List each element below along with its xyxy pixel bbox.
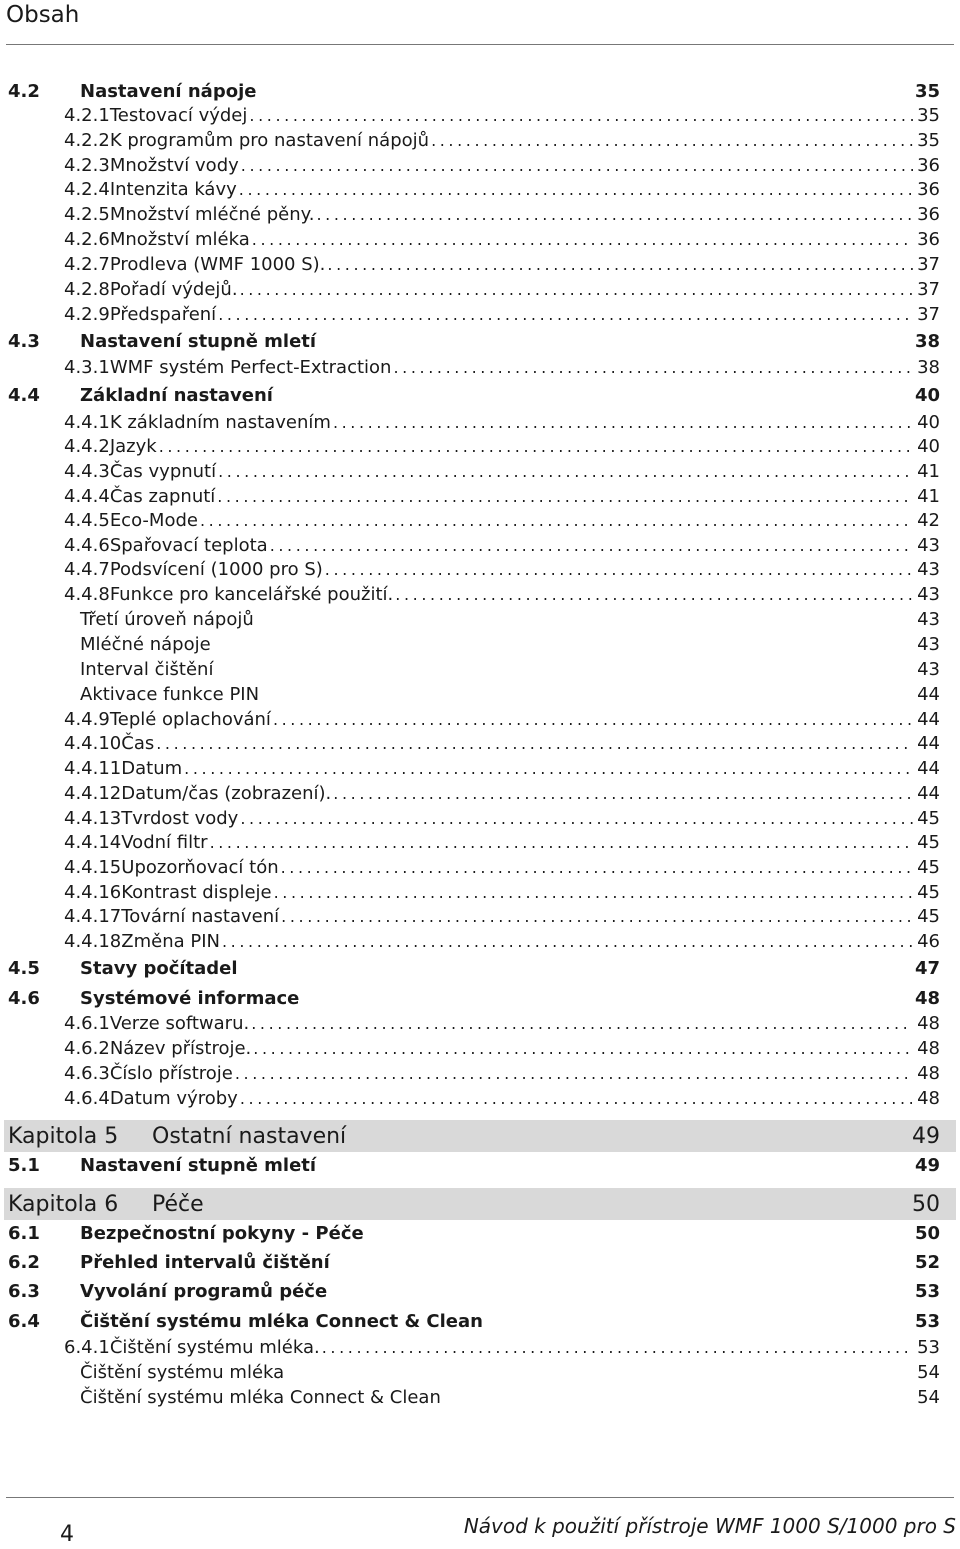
dot-leader — [327, 253, 913, 277]
toc-label: Nastavení nápoje — [80, 81, 257, 102]
toc-label: WMF systém Perfect-Extraction — [109, 357, 392, 378]
toc-page: 45 — [917, 857, 940, 878]
toc-page: 37 — [917, 279, 940, 300]
toc-label: Spařovací teplota — [109, 535, 268, 556]
toc-page: 36 — [917, 155, 940, 176]
toc-entry[interactable] — [0, 1062, 960, 1086]
toc-entry[interactable] — [0, 732, 960, 756]
toc-label: Datum výroby — [109, 1088, 238, 1109]
toc-page: 44 — [917, 758, 940, 779]
toc-entry[interactable] — [0, 228, 960, 252]
dot-leader — [159, 435, 913, 459]
toc-number: 5.1 — [8, 1155, 40, 1176]
toc-label: Tvrdost vody — [121, 808, 239, 829]
toc-entry[interactable] — [0, 129, 960, 153]
dot-leader — [274, 881, 913, 905]
toc-number: 4.2.7 — [64, 254, 110, 275]
chapter-heading[interactable] — [4, 1120, 956, 1152]
toc-number: 4.4.16 — [64, 882, 122, 903]
toc-label: Vyvolání programů péče — [80, 1281, 328, 1302]
page-number: 4 — [60, 1522, 74, 1547]
toc-label: Množství vody — [109, 155, 239, 176]
dot-leader — [235, 1062, 913, 1086]
toc-label: Interval čištění — [80, 659, 214, 680]
toc-subentry[interactable] — [0, 683, 960, 707]
toc-number: 4.2.6 — [64, 229, 110, 250]
toc-label: Čištění systému mléka Connect & Clean — [80, 1387, 441, 1408]
dot-leader — [281, 856, 913, 880]
toc-number: 4.4.5 — [64, 510, 110, 531]
toc-entry[interactable] — [0, 881, 960, 905]
toc-page: 48 — [917, 1038, 940, 1059]
toc-label: Tovární nastavení — [121, 906, 280, 927]
toc-page: 54 — [917, 1387, 940, 1408]
toc-number: 4.2.8 — [64, 279, 110, 300]
chapter-heading[interactable] — [4, 1188, 956, 1220]
toc-number: 4.4.14 — [64, 832, 122, 853]
toc-label: Číslo přístroje — [109, 1063, 233, 1084]
toc-section[interactable] — [0, 1280, 960, 1304]
toc-entry[interactable] — [0, 1336, 960, 1360]
toc-number: 4.4.9 — [64, 709, 110, 730]
toc-page: 35 — [917, 105, 940, 126]
toc-entry[interactable] — [0, 203, 960, 227]
toc-label: Změna PIN — [121, 931, 220, 952]
toc-label: Bezpečnostní pokyny - Péče — [80, 1223, 364, 1244]
chapter-title: Ostatní nastavení — [152, 1123, 347, 1149]
toc-number: 4.2.1 — [64, 105, 110, 126]
toc-number: 6.1 — [8, 1223, 40, 1244]
toc-label: Stavy počítadel — [80, 958, 238, 979]
toc-page: 37 — [917, 254, 940, 275]
toc-page: 40 — [914, 385, 940, 406]
dot-leader — [210, 831, 914, 855]
page-header — [6, 0, 954, 44]
toc-number: 4.4.13 — [64, 808, 122, 829]
toc-number: 4.2 — [8, 81, 40, 102]
toc-page: 43 — [917, 659, 940, 680]
toc-label: Jazyk — [109, 436, 157, 457]
toc-section[interactable] — [0, 330, 960, 354]
toc-number: 4.4.17 — [64, 906, 122, 927]
toc-entry[interactable] — [0, 1037, 960, 1061]
dot-leader — [333, 411, 913, 435]
toc-page: 45 — [917, 808, 940, 829]
toc-entry[interactable] — [0, 831, 960, 855]
toc-page: 54 — [917, 1362, 940, 1383]
toc-page: 38 — [917, 357, 940, 378]
toc-label: Datum/čas (zobrazení). — [121, 783, 332, 804]
toc-page: 40 — [917, 436, 940, 457]
dot-leader — [240, 807, 913, 831]
toc-section[interactable] — [0, 957, 960, 981]
toc-label: Nastavení stupně mletí — [80, 1155, 317, 1176]
toc-page: 45 — [917, 882, 940, 903]
toc-label: Eco-Mode — [109, 510, 198, 531]
toc-label: Třetí úroveň nápojů — [80, 609, 254, 630]
dot-leader — [240, 1087, 913, 1111]
toc-number: 4.2.2 — [64, 130, 110, 151]
toc-entry[interactable] — [0, 757, 960, 781]
dot-leader — [239, 178, 913, 202]
toc-page: 48 — [917, 1013, 940, 1034]
toc-label: Přehled intervalů čištění — [80, 1252, 330, 1273]
toc-label: Prodleva (WMF 1000 S). — [109, 254, 326, 275]
toc-number: 6.4 — [8, 1311, 40, 1332]
toc-page: 44 — [917, 733, 940, 754]
toc-section[interactable] — [0, 1154, 960, 1178]
toc-label: Intenzita kávy — [109, 179, 237, 200]
chapter-number: Kapitola 6 — [8, 1191, 119, 1217]
toc-section[interactable] — [0, 80, 960, 104]
dot-leader — [241, 154, 913, 178]
toc-label: Mléčné nápoje — [80, 634, 211, 655]
toc-number: 4.6.1 — [64, 1013, 110, 1034]
toc-page: 53 — [917, 1337, 940, 1358]
toc-page: 35 — [917, 130, 940, 151]
toc-label: Testovací výdej — [109, 105, 248, 126]
toc-number: 4.4.7 — [64, 559, 110, 580]
dot-leader — [217, 485, 913, 509]
toc-number: 6.2 — [8, 1252, 40, 1273]
toc-page: 41 — [917, 486, 940, 507]
toc-entry[interactable] — [0, 856, 960, 880]
chapter-page: 50 — [912, 1191, 940, 1217]
toc-number: 4.4.2 — [64, 436, 110, 457]
toc-entry[interactable] — [0, 905, 960, 929]
toc-page: 40 — [917, 412, 940, 433]
toc-number: 4.2.5 — [64, 204, 110, 225]
toc-number: 4.6.3 — [64, 1063, 110, 1084]
toc-entry[interactable] — [0, 356, 960, 380]
toc-number: 4.4.1 — [64, 412, 110, 433]
toc-subentry[interactable] — [0, 633, 960, 657]
toc-page: 43 — [917, 559, 940, 580]
chapter-page: 49 — [912, 1123, 940, 1149]
toc-page: 42 — [917, 510, 940, 531]
toc-page: 43 — [917, 535, 940, 556]
toc-label: Verze softwaru. — [109, 1013, 250, 1034]
toc-entry[interactable] — [0, 534, 960, 558]
toc-number: 4.4.11 — [64, 758, 122, 779]
toc-page: 44 — [917, 709, 940, 730]
dot-leader — [252, 228, 913, 252]
toc-label: Systémové informace — [80, 988, 300, 1009]
toc-label: Čištění systému mléka — [80, 1362, 285, 1383]
dot-leader — [249, 104, 913, 128]
toc-page: 43 — [917, 584, 940, 605]
chapter-title: Péče — [152, 1191, 204, 1217]
toc-label: Čas zapnutí — [109, 486, 216, 507]
toc-entry[interactable] — [0, 1087, 960, 1111]
toc-entry[interactable] — [0, 435, 960, 459]
toc-subentry[interactable] — [0, 1386, 960, 1410]
dot-leader — [200, 509, 913, 533]
toc-page: 48 — [917, 1063, 940, 1084]
toc-label: Množství mléčné pěny. — [109, 204, 315, 225]
toc-number: 4.2.3 — [64, 155, 110, 176]
toc-label: Základní nastavení — [80, 385, 273, 406]
toc-page: 50 — [914, 1223, 940, 1244]
toc-page: 47 — [914, 958, 940, 979]
toc-number: 4.4.3 — [64, 461, 110, 482]
toc-section[interactable] — [0, 1251, 960, 1275]
toc-page: 45 — [917, 906, 940, 927]
toc-label: Podsvícení (1000 pro S) — [109, 559, 323, 580]
chapter-number: Kapitola 5 — [8, 1123, 119, 1149]
toc-entry[interactable] — [0, 1012, 960, 1036]
toc-number: 4.4.18 — [64, 931, 122, 952]
toc-section[interactable] — [0, 1310, 960, 1334]
toc-subentry[interactable] — [0, 608, 960, 632]
toc-label: Datum — [121, 758, 183, 779]
toc-number: 4.6 — [8, 988, 40, 1009]
toc-entry[interactable] — [0, 509, 960, 533]
footer-divider — [6, 1497, 954, 1498]
toc-label: Kontrast displeje — [121, 882, 272, 903]
toc-page: 36 — [917, 229, 940, 250]
toc-number: 4.6.2 — [64, 1038, 110, 1059]
dot-leader — [156, 732, 913, 756]
toc-entry[interactable] — [0, 303, 960, 327]
toc-label: Aktivace funkce PIN — [80, 684, 260, 705]
toc-entry[interactable] — [0, 807, 960, 831]
toc-entry[interactable] — [0, 583, 960, 607]
toc-page: 43 — [917, 609, 940, 630]
toc-label: K základním nastavením — [109, 412, 331, 433]
dot-leader — [251, 1012, 913, 1036]
toc-label: Čas vypnutí — [109, 461, 217, 482]
toc-page: 37 — [917, 304, 940, 325]
toc-entry[interactable] — [0, 558, 960, 582]
toc-page: 48 — [914, 988, 940, 1009]
dot-leader — [322, 1336, 913, 1360]
toc-page: 44 — [917, 684, 940, 705]
dot-leader — [222, 930, 913, 954]
dot-leader — [325, 558, 913, 582]
toc-page: 45 — [917, 832, 940, 853]
toc-entry[interactable] — [0, 708, 960, 732]
dot-leader — [218, 303, 913, 327]
toc-page: 35 — [914, 81, 940, 102]
toc-page: 38 — [914, 331, 940, 352]
toc-number: 4.3.1 — [64, 357, 110, 378]
toc-number: 4.6.4 — [64, 1088, 110, 1109]
toc-entry[interactable] — [0, 485, 960, 509]
toc-number: 4.4.12 — [64, 783, 122, 804]
footer-document-title: Návod k použití přístroje WMF 1000 S/1000 pro S — [463, 1514, 956, 1538]
toc-page: 53 — [914, 1311, 940, 1332]
toc-page: 52 — [914, 1252, 940, 1273]
toc-number: 4.4.6 — [64, 535, 110, 556]
toc-page: 36 — [917, 179, 940, 200]
toc-number: 4.4.15 — [64, 857, 122, 878]
toc-number: 4.4.8 — [64, 584, 110, 605]
dot-leader — [184, 757, 913, 781]
dot-leader — [393, 356, 913, 380]
toc-number: 4.3 — [8, 331, 40, 352]
toc-label: Čištění systému mléka. — [109, 1337, 320, 1358]
dot-leader — [253, 1037, 913, 1061]
toc-label: Pořadí výdejů. — [109, 279, 238, 300]
toc-entry[interactable] — [0, 278, 960, 302]
toc-page: 43 — [917, 634, 940, 655]
toc-number: 4.2.9 — [64, 304, 110, 325]
toc-page: 44 — [917, 783, 940, 804]
toc-entry[interactable] — [0, 104, 960, 128]
toc-entry[interactable] — [0, 930, 960, 954]
toc-page: 41 — [917, 461, 940, 482]
toc-entry[interactable] — [0, 154, 960, 178]
toc-page: 48 — [917, 1088, 940, 1109]
toc-page: 46 — [917, 931, 940, 952]
toc-section[interactable] — [0, 987, 960, 1011]
toc-label: Nastavení stupně mletí — [80, 331, 317, 352]
toc-subentry[interactable] — [0, 1361, 960, 1385]
dot-leader — [218, 460, 913, 484]
toc-number: 4.4 — [8, 385, 40, 406]
toc-label: Čas — [121, 733, 155, 754]
toc-entry[interactable] — [0, 411, 960, 435]
page-title: Obsah — [6, 2, 80, 28]
toc-entry[interactable] — [0, 782, 960, 806]
toc-section[interactable] — [0, 1222, 960, 1246]
dot-leader — [281, 905, 913, 929]
toc-label: Teplé oplachování — [109, 709, 271, 730]
toc-label: Název přístroje. — [109, 1038, 252, 1059]
toc-number: 4.5 — [8, 958, 40, 979]
dot-leader — [431, 129, 913, 153]
toc-number: 4.4.10 — [64, 733, 122, 754]
toc-label: Čištění systému mléka Connect & Clean — [80, 1311, 483, 1332]
toc-label: Upozorňovací tón — [121, 857, 279, 878]
toc-section[interactable] — [0, 384, 960, 408]
toc-entry[interactable] — [0, 178, 960, 202]
toc-entry[interactable] — [0, 253, 960, 277]
toc-entry[interactable] — [0, 460, 960, 484]
dot-leader — [395, 583, 913, 607]
header-divider — [6, 44, 954, 45]
toc-number: 4.2.4 — [64, 179, 110, 200]
dot-leader — [273, 708, 913, 732]
toc-page: 36 — [917, 204, 940, 225]
toc-subentry[interactable] — [0, 658, 960, 682]
dot-leader — [333, 782, 913, 806]
toc-number: 6.3 — [8, 1281, 40, 1302]
dot-leader — [270, 534, 913, 558]
toc-label: Vodní filtr — [121, 832, 208, 853]
toc-page: 53 — [914, 1281, 940, 1302]
toc-number: 4.4.4 — [64, 486, 110, 507]
dot-leader — [240, 278, 914, 302]
dot-leader — [316, 203, 913, 227]
toc-page: 49 — [914, 1155, 940, 1176]
toc-label: Funkce pro kancelářské použití. — [109, 584, 394, 605]
toc-number: 6.4.1 — [64, 1337, 110, 1358]
toc-label: Předspaření — [109, 304, 217, 325]
toc-label: Množství mléka — [109, 229, 250, 250]
toc-label: K programům pro nastavení nápojů — [109, 130, 430, 151]
